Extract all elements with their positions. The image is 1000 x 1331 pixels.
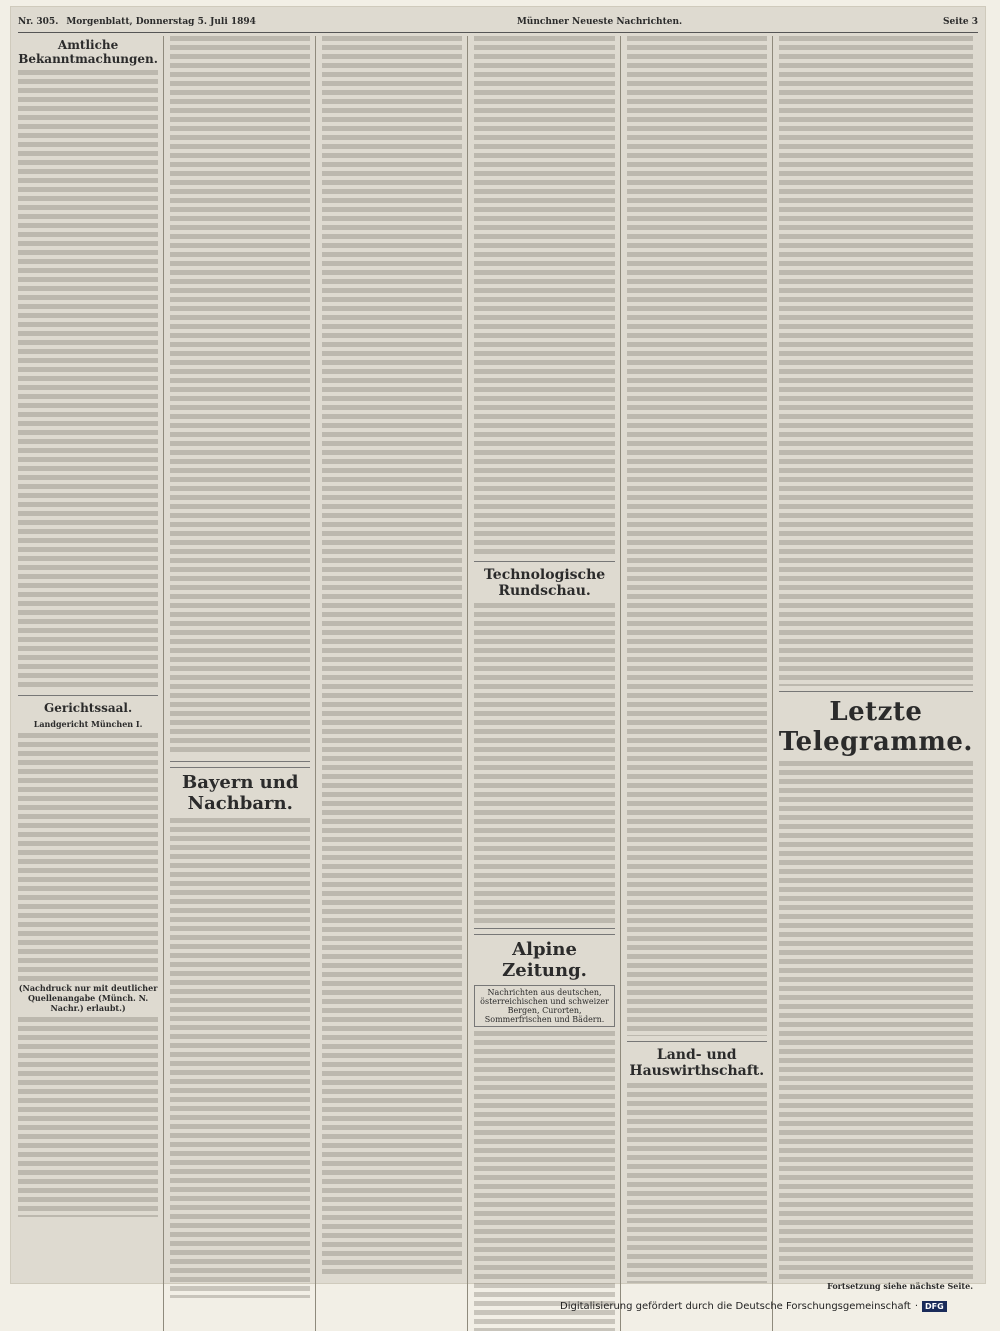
text-body [474, 603, 614, 923]
edition-date: Morgenblatt, Donnerstag 5. Juli 1894 [66, 17, 256, 27]
footer-credit [560, 1301, 947, 1312]
text-body [322, 36, 462, 1276]
text-body [779, 36, 973, 686]
column-2 [170, 36, 316, 1331]
page-header [18, 12, 978, 33]
text-body [474, 1031, 614, 1331]
section-land: Land- und Hauswirthschaft. [629, 1047, 765, 1079]
divider [627, 1041, 767, 1042]
text-body [18, 70, 158, 690]
divider [170, 761, 310, 762]
columns [18, 36, 978, 1291]
column-1 [18, 36, 164, 1331]
issue-number: Nr. 305. [18, 17, 59, 27]
section-technologische: Technologische Rundschau. [483, 567, 606, 599]
continued-note: Fortsetzung siehe nächste Seite. [827, 1281, 973, 1291]
divider [474, 561, 614, 562]
text-body [170, 818, 310, 1298]
dfg-logo: DFG [922, 1301, 947, 1312]
separator: · [914, 1301, 919, 1312]
alpine-subtitle: Nachrichten aus deutschen, österreichischen und schweizer Bergen, Curorten, Sommerfrischen und Bädern. [474, 985, 614, 1027]
gerichtssaal-subtitle: Landgericht München I. [33, 719, 143, 729]
section-gerichtssaal: Gerichtssaal. [44, 701, 133, 715]
section-amtliche: Amtliche Bekanntmachungen. [18, 38, 158, 66]
divider [474, 928, 614, 929]
text-body [474, 36, 614, 556]
newspaper-page [10, 6, 986, 1291]
divider [18, 695, 158, 696]
footer-text: Digitalisierung gefördert durch die Deutsche Forschungsgemeinschaft [560, 1301, 911, 1312]
section-telegramme: Letzte Telegramme. [778, 697, 973, 757]
divider [779, 691, 973, 692]
paper-name: Münchner Neueste Nachrichten. [516, 17, 683, 27]
text-body [18, 733, 158, 983]
header-left [18, 17, 256, 27]
page-number: Seite 3 [943, 17, 978, 27]
text-body [627, 1083, 767, 1283]
text-body [627, 36, 767, 1036]
text-body [18, 1017, 158, 1217]
column-5 [627, 36, 773, 1331]
section-alpine: Alpine Zeitung. [474, 934, 614, 981]
column-4 [474, 36, 620, 1331]
text-body [779, 761, 973, 1281]
column-3 [322, 36, 468, 1331]
section-bayern: Bayern und Nachbarn. [170, 767, 310, 814]
text-body [170, 36, 310, 756]
column-6 [779, 36, 978, 1331]
reprint-note: (Nachdruck nur mit deutlicher Quellenangabe (Münch. N. Nachr.) erlaubt.) [18, 983, 158, 1013]
